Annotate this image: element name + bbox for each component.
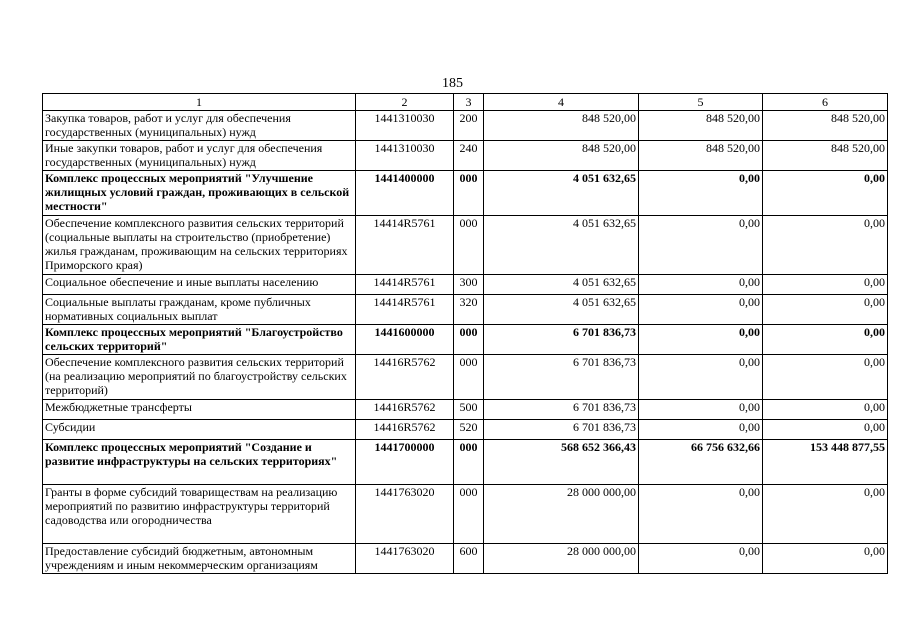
row-code-cell: 1441600000	[356, 325, 454, 355]
row-value-2024-cell: 568 652 366,43	[484, 440, 639, 485]
row-name-cell: Гранты в форме субсидий товариществам на реализацию мероприятий по развитию инфраструктуры территорий садоводства или огородничества	[43, 485, 356, 544]
row-value-2024-cell: 6 701 836,73	[484, 325, 639, 355]
column-header: 6	[763, 94, 888, 111]
row-type-cell: 520	[454, 420, 484, 440]
row-type-cell: 000	[454, 171, 484, 216]
row-value-2025-cell: 0,00	[639, 325, 763, 355]
column-header: 5	[639, 94, 763, 111]
table-row	[43, 440, 888, 485]
row-code-cell: 1441310030	[356, 141, 454, 171]
row-name-cell: Обеспечение комплексного развития сельских территорий (социальные выплаты на строительство (приобретение) жилья гражданам, проживающим на сельских территориях Приморского края)	[43, 216, 356, 275]
table-row	[43, 111, 888, 141]
row-value-2026-cell: 0,00	[763, 171, 888, 216]
row-value-2026-cell: 0,00	[763, 400, 888, 420]
row-value-2026-cell: 0,00	[763, 485, 888, 544]
row-value-2024-cell: 848 520,00	[484, 141, 639, 171]
budget-table	[42, 93, 888, 574]
page-number: 185	[442, 76, 463, 91]
row-code-cell: 14416R5762	[356, 420, 454, 440]
row-name-cell: Межбюджетные трансферты	[43, 400, 356, 420]
row-type-cell: 000	[454, 216, 484, 275]
table-row	[43, 400, 888, 420]
column-header: 4	[484, 94, 639, 111]
row-value-2024-cell: 4 051 632,65	[484, 171, 639, 216]
table-body	[43, 111, 888, 574]
table-row	[43, 275, 888, 295]
row-value-2026-cell: 848 520,00	[763, 111, 888, 141]
table-row	[43, 355, 888, 400]
row-code-cell: 14414R5761	[356, 295, 454, 325]
row-value-2025-cell: 0,00	[639, 544, 763, 574]
row-value-2025-cell: 0,00	[639, 485, 763, 544]
row-value-2026-cell: 0,00	[763, 420, 888, 440]
table-row	[43, 325, 888, 355]
row-value-2026-cell: 0,00	[763, 325, 888, 355]
table-row	[43, 216, 888, 275]
row-value-2026-cell: 0,00	[763, 544, 888, 574]
row-code-cell: 14416R5762	[356, 400, 454, 420]
row-code-cell: 1441700000	[356, 440, 454, 485]
row-name-cell: Комплекс процессных мероприятий "Благоустройство сельских территорий"	[43, 325, 356, 355]
column-header: 3	[454, 94, 484, 111]
row-value-2026-cell: 0,00	[763, 216, 888, 275]
row-code-cell: 1441763020	[356, 544, 454, 574]
row-name-cell: Предоставление субсидий бюджетным, автономным учреждениям и иным некоммерческим организациям	[43, 544, 356, 574]
row-name-cell: Комплекс процессных мероприятий "Улучшение жилищных условий граждан, проживающих в сельской местности"	[43, 171, 356, 216]
row-value-2024-cell: 4 051 632,65	[484, 216, 639, 275]
row-type-cell: 000	[454, 485, 484, 544]
row-name-cell: Социальные выплаты гражданам, кроме публичных нормативных социальных выплат	[43, 295, 356, 325]
table-row	[43, 420, 888, 440]
row-name-cell: Социальное обеспечение и иные выплаты населению	[43, 275, 356, 295]
row-code-cell: 14414R5761	[356, 275, 454, 295]
row-value-2026-cell: 0,00	[763, 275, 888, 295]
row-value-2024-cell: 6 701 836,73	[484, 355, 639, 400]
table-row	[43, 485, 888, 544]
row-code-cell: 1441310030	[356, 111, 454, 141]
row-type-cell: 240	[454, 141, 484, 171]
row-value-2025-cell: 0,00	[639, 420, 763, 440]
row-value-2024-cell: 848 520,00	[484, 111, 639, 141]
row-type-cell: 000	[454, 440, 484, 485]
column-header: 1	[43, 94, 356, 111]
row-code-cell: 1441400000	[356, 171, 454, 216]
row-value-2025-cell: 0,00	[639, 295, 763, 325]
row-value-2026-cell: 153 448 877,55	[763, 440, 888, 485]
row-code-cell: 14414R5761	[356, 216, 454, 275]
row-value-2025-cell: 848 520,00	[639, 141, 763, 171]
row-name-cell: Иные закупки товаров, работ и услуг для обеспечения государственных (муниципальных) нужд	[43, 141, 356, 171]
table-row	[43, 544, 888, 574]
row-value-2025-cell: 0,00	[639, 400, 763, 420]
row-type-cell: 600	[454, 544, 484, 574]
row-value-2024-cell: 6 701 836,73	[484, 400, 639, 420]
row-value-2024-cell: 4 051 632,65	[484, 295, 639, 325]
row-value-2024-cell: 4 051 632,65	[484, 275, 639, 295]
row-code-cell: 14416R5762	[356, 355, 454, 400]
row-value-2026-cell: 0,00	[763, 355, 888, 400]
row-type-cell: 000	[454, 355, 484, 400]
row-type-cell: 300	[454, 275, 484, 295]
table-header-row	[43, 94, 888, 111]
row-type-cell: 320	[454, 295, 484, 325]
row-value-2025-cell: 848 520,00	[639, 111, 763, 141]
row-type-cell: 200	[454, 111, 484, 141]
row-value-2024-cell: 28 000 000,00	[484, 544, 639, 574]
row-value-2025-cell: 66 756 632,66	[639, 440, 763, 485]
row-value-2025-cell: 0,00	[639, 275, 763, 295]
table-row	[43, 171, 888, 216]
row-value-2024-cell: 6 701 836,73	[484, 420, 639, 440]
row-value-2025-cell: 0,00	[639, 171, 763, 216]
column-header: 2	[356, 94, 454, 111]
row-name-cell: Комплекс процессных мероприятий "Создание и развитие инфраструктуры на сельских территориях"	[43, 440, 356, 485]
row-name-cell: Субсидии	[43, 420, 356, 440]
table-row	[43, 141, 888, 171]
row-name-cell: Закупка товаров, работ и услуг для обеспечения государственных (муниципальных) нужд	[43, 111, 356, 141]
row-name-cell: Обеспечение комплексного развития сельских территорий (на реализацию мероприятий по благоустройству сельских территорий)	[43, 355, 356, 400]
row-value-2026-cell: 0,00	[763, 295, 888, 325]
row-code-cell: 1441763020	[356, 485, 454, 544]
row-value-2025-cell: 0,00	[639, 355, 763, 400]
row-value-2026-cell: 848 520,00	[763, 141, 888, 171]
table-row	[43, 295, 888, 325]
row-type-cell: 500	[454, 400, 484, 420]
row-type-cell: 000	[454, 325, 484, 355]
row-value-2025-cell: 0,00	[639, 216, 763, 275]
row-value-2024-cell: 28 000 000,00	[484, 485, 639, 544]
